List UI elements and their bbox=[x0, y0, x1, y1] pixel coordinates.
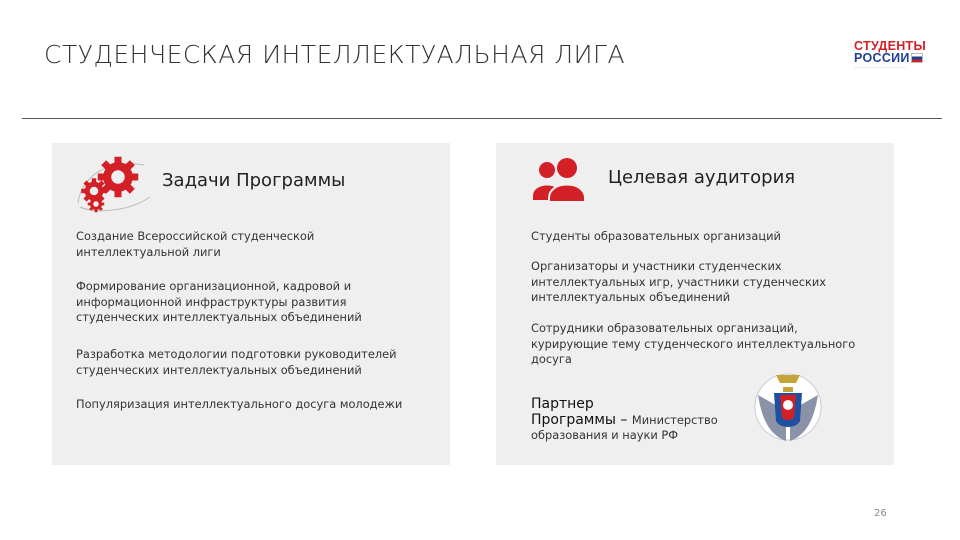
ministry-emblem-icon bbox=[750, 365, 826, 451]
flag-icon bbox=[911, 53, 923, 63]
audience-item: Организаторы и участники студенческих интеллектуальных игр, участники студенческих интеллектуальных объединений bbox=[531, 259, 827, 304]
task-item: Популяризация интеллектуального досуга молодежи bbox=[76, 397, 403, 411]
header-divider bbox=[22, 118, 942, 119]
partner-label: Партнер bbox=[531, 396, 594, 412]
tasks-heading: Задачи Программы bbox=[162, 170, 346, 191]
task-item: Разработка методологии подготовки руководителей студенческих интеллектуальных объединений bbox=[76, 347, 397, 377]
logo-line-2: РОССИИ bbox=[854, 51, 910, 65]
people-icon bbox=[533, 156, 591, 202]
audience-heading: Целевая аудитория bbox=[608, 167, 796, 188]
partner-label-2: Программы – bbox=[531, 411, 632, 428]
audience-item: Сотрудники образовательных организаций, курирующие тему студенческого интеллектуального досуга bbox=[531, 321, 856, 366]
studenty-rossii-logo bbox=[854, 40, 944, 70]
audience-item: Студенты образовательных организаций bbox=[531, 229, 781, 243]
task-item: Создание Всероссийской студенческой интеллектуальной лиги bbox=[76, 229, 315, 259]
task-item: Формирование организационной, кадровой и информационной инфраструктуры развития студенческих интеллектуальных объединений bbox=[76, 279, 362, 324]
gears-icon bbox=[72, 153, 154, 215]
partner-block bbox=[531, 397, 731, 444]
logo-line-1: СТУДЕНТЫ bbox=[854, 39, 927, 53]
logo-tagline: ······································· bbox=[854, 66, 906, 70]
partner-name-2: образования и науки РФ bbox=[531, 428, 679, 442]
partner-name: Министерство bbox=[631, 412, 718, 427]
tasks-card bbox=[52, 143, 450, 465]
page-number: 26 bbox=[874, 508, 887, 519]
page-title: СТУДЕНЧЕСКАЯ ИНТЕЛЛЕКТУАЛЬНАЯ ЛИГА bbox=[44, 40, 626, 69]
audience-card bbox=[496, 143, 894, 465]
